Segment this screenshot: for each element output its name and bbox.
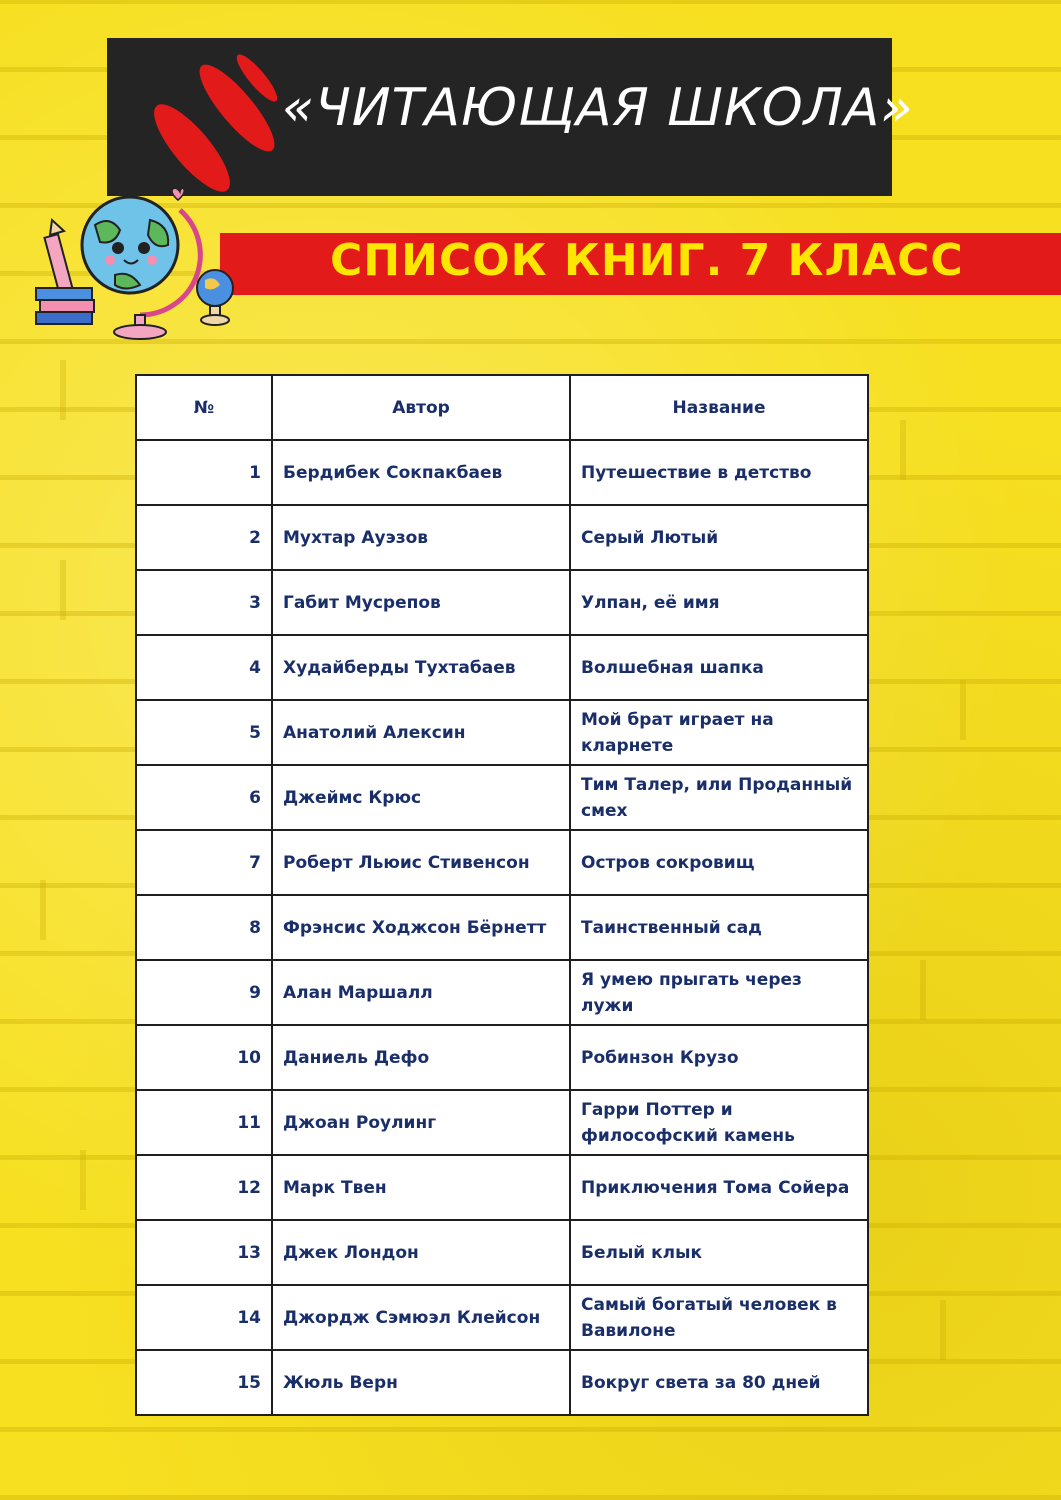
row-author: Бердибек Сокпакбаев [272,440,570,505]
header-number: № [136,375,272,440]
row-title: Гарри Поттер и философский камень [570,1090,868,1155]
row-author: Роберт Льюис Стивенсон [272,830,570,895]
pencil-icon [44,220,73,296]
small-globe-icon [197,270,233,325]
table-row [136,960,868,1025]
red-swoosh-icon [107,38,277,196]
row-author: Жюль Верн [272,1350,570,1415]
row-number: 3 [136,570,272,635]
row-title: Тим Талер, или Проданный смех [570,765,868,830]
row-number: 1 [136,440,272,505]
row-title: Белый клык [570,1220,868,1285]
row-number: 13 [136,1220,272,1285]
header-title: Название [570,375,868,440]
row-number: 12 [136,1155,272,1220]
row-title: Самый богатый человек в Вавилоне [570,1285,868,1350]
table-row [136,505,868,570]
table-row [136,765,868,830]
page-title: «ЧИТАЮЩАЯ ШКОЛА» [282,78,914,138]
table-row [136,570,868,635]
row-author: Алан Маршалл [272,960,570,1025]
table-row [136,1025,868,1090]
brick-joint [940,1300,946,1360]
table-row [136,830,868,895]
brick-joint [960,680,966,740]
brick-joint [920,960,926,1020]
row-author: Джоан Роулинг [272,1090,570,1155]
brick-joint [40,880,46,940]
row-number: 6 [136,765,272,830]
row-title: Робинзон Крузо [570,1025,868,1090]
row-title: Улпан, её имя [570,570,868,635]
brick-joint [60,360,66,420]
row-title: Приключения Тома Сойера [570,1155,868,1220]
row-number: 14 [136,1285,272,1350]
row-number: 7 [136,830,272,895]
table-row [136,440,868,505]
row-title: Волшебная шапка [570,635,868,700]
table-header-row [136,375,868,440]
row-author: Джордж Сэмюэл Клейсон [272,1285,570,1350]
row-author: Джек Лондон [272,1220,570,1285]
row-author: Даниель Дефо [272,1025,570,1090]
row-title: Остров сокровищ [570,830,868,895]
globe-mascot-icon [82,188,200,339]
row-author: Габит Мусрепов [272,570,570,635]
book-list-table [135,374,869,1416]
row-title: Серый Лютый [570,505,868,570]
row-title: Путешествие в детство [570,440,868,505]
table-row [136,1155,868,1220]
row-number: 11 [136,1090,272,1155]
brick-joint [900,420,906,480]
row-title: Вокруг света за 80 дней [570,1350,868,1415]
header-author: Автор [272,375,570,440]
header-banner [107,38,914,196]
table-row [136,895,868,960]
row-number: 5 [136,700,272,765]
row-number: 9 [136,960,272,1025]
row-number: 8 [136,895,272,960]
row-author: Фрэнсис Ходжсон Бёрнетт [272,895,570,960]
row-author: Худайберды Тухтабаев [272,635,570,700]
page-subtitle: СПИСОК КНИГ. 7 КЛАСС [330,235,964,286]
row-title: Таинственный сад [570,895,868,960]
row-author: Марк Твен [272,1155,570,1220]
table-row [136,1285,868,1350]
subtitle-band [220,233,1061,295]
table-row [136,1090,868,1155]
table-row [136,635,868,700]
table-row [136,700,868,765]
row-number: 4 [136,635,272,700]
row-number: 15 [136,1350,272,1415]
book-stack-icon [36,288,94,324]
brick-joint [60,560,66,620]
row-author: Джеймс Крюс [272,765,570,830]
table-row [136,1220,868,1285]
brick-joint [80,1150,86,1210]
row-title: Мой брат играет на кларнете [570,700,868,765]
row-title: Я умею прыгать через лужи [570,960,868,1025]
row-number: 10 [136,1025,272,1090]
table-row [136,1350,868,1415]
row-author: Мухтар Ауэзов [272,505,570,570]
row-number: 2 [136,505,272,570]
school-clipart [30,180,250,345]
row-author: Анатолий Алексин [272,700,570,765]
